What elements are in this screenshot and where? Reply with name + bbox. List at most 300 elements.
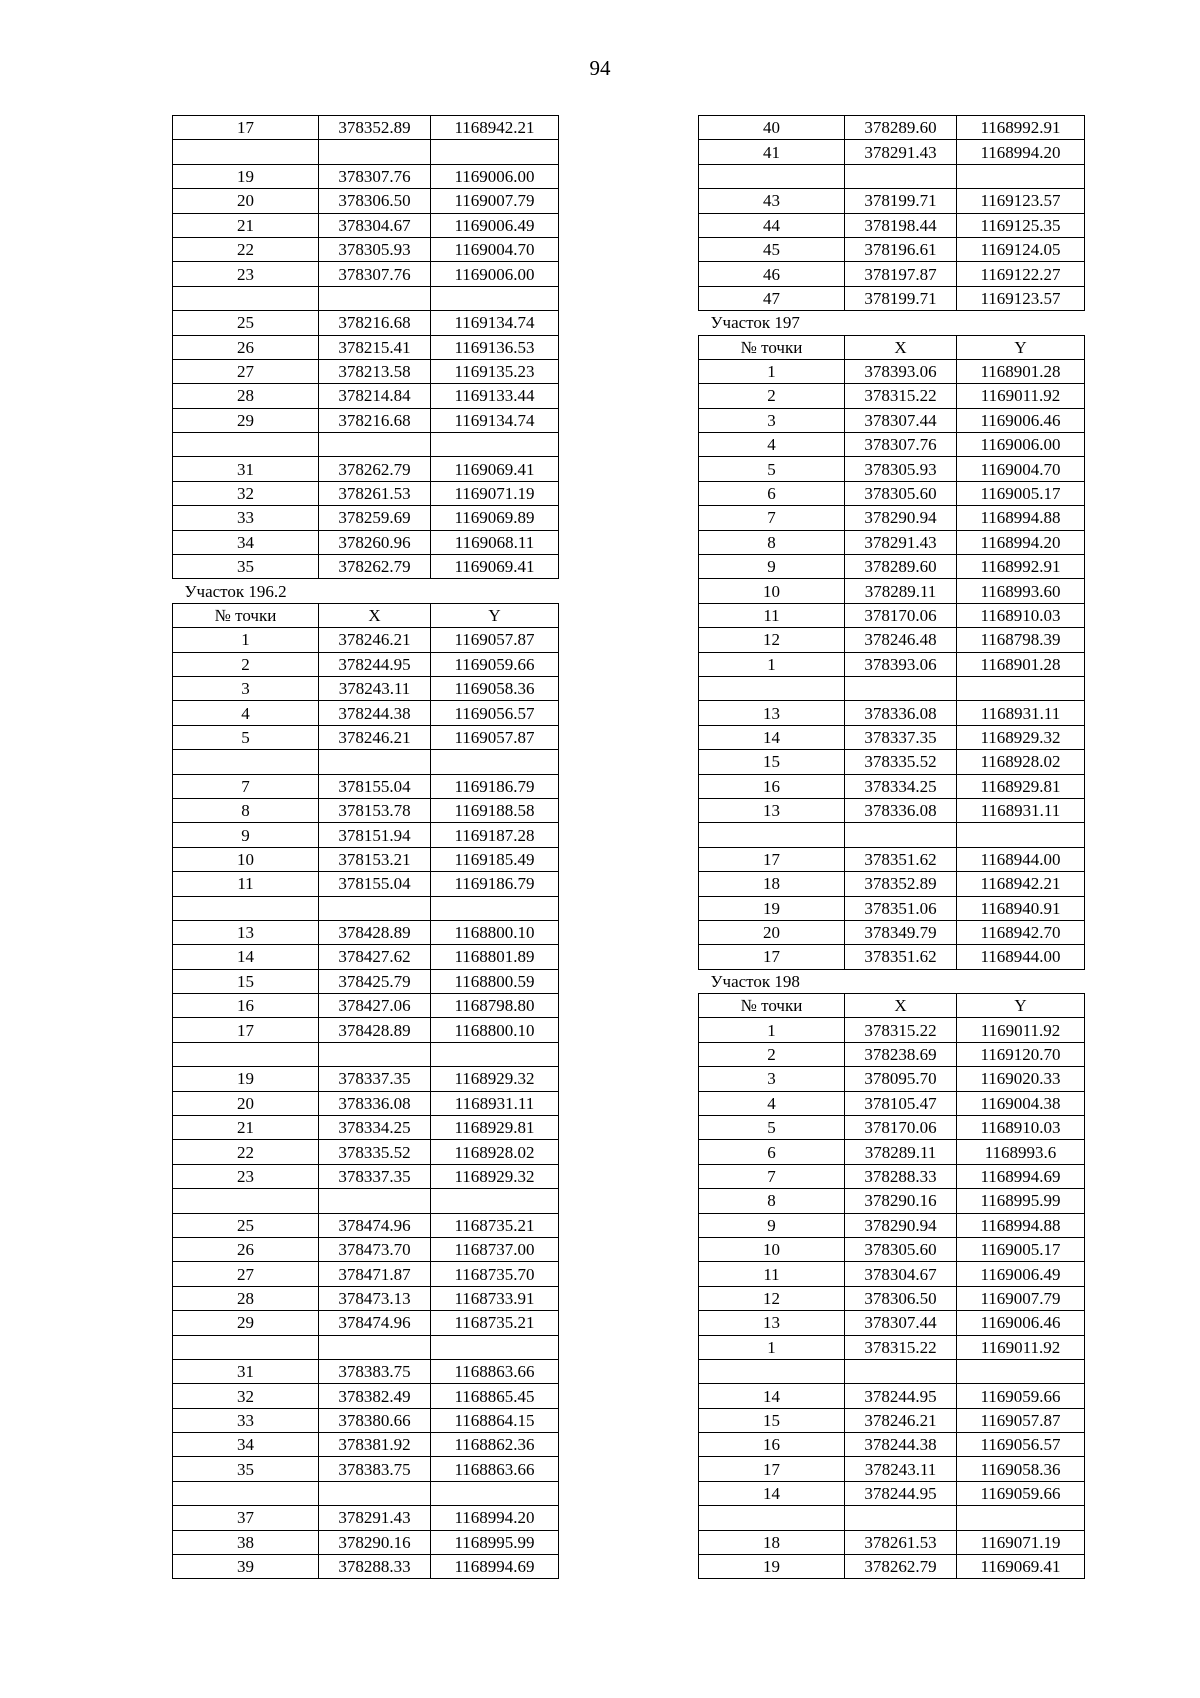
- point-number-cell: [699, 164, 845, 188]
- point-number-cell: [173, 750, 319, 774]
- table-row: [699, 1286, 1085, 1310]
- y-coordinate-cell: 1168863.66: [431, 1359, 559, 1383]
- y-coordinate-cell: 1168944.00: [957, 847, 1085, 871]
- point-number-cell: 9: [699, 1213, 845, 1237]
- y-coordinate-cell: [431, 1335, 559, 1359]
- x-coordinate-cell: 378216.68: [319, 408, 431, 432]
- point-number-cell: 12: [699, 628, 845, 652]
- table-row: [699, 579, 1085, 603]
- point-number-cell: 9: [173, 823, 319, 847]
- x-coordinate-cell: 378337.35: [319, 1164, 431, 1188]
- x-coordinate-cell: 378196.61: [845, 237, 957, 261]
- x-coordinate-cell: 378305.60: [845, 481, 957, 505]
- y-coordinate-cell: 1169004.70: [957, 457, 1085, 481]
- table-row: [699, 530, 1085, 554]
- table-row: [173, 189, 559, 213]
- table-row: [173, 1140, 559, 1164]
- point-number-cell: [699, 1359, 845, 1383]
- y-coordinate-cell: 1169059.66: [957, 1481, 1085, 1505]
- y-coordinate-cell: 1168863.66: [431, 1457, 559, 1481]
- y-coordinate-cell: 1169007.79: [957, 1286, 1085, 1310]
- plot-section-title: Участок 198: [710, 971, 800, 991]
- point-number-cell: 21: [173, 1116, 319, 1140]
- point-number-cell: 23: [173, 1164, 319, 1188]
- x-coordinate-cell: 378383.75: [319, 1457, 431, 1481]
- x-coordinate-cell: 378306.50: [319, 189, 431, 213]
- point-number-cell: 22: [173, 237, 319, 261]
- table-row: [699, 1530, 1085, 1554]
- table-row: [173, 262, 559, 286]
- x-coordinate-cell: 378349.79: [845, 920, 957, 944]
- table-row: [699, 1457, 1085, 1481]
- point-number-cell: 21: [173, 213, 319, 237]
- table-row: [699, 286, 1085, 310]
- x-coordinate-cell: [845, 1506, 957, 1530]
- y-coordinate-cell: 1168940.91: [957, 896, 1085, 920]
- table-row: [173, 164, 559, 188]
- table-row: [699, 1359, 1085, 1383]
- table-row: [699, 920, 1085, 944]
- y-coordinate-cell: [957, 823, 1085, 847]
- y-coordinate-cell: 1169058.36: [957, 1457, 1085, 1481]
- point-number-cell: 35: [173, 1457, 319, 1481]
- y-coordinate-cell: 1168995.99: [431, 1530, 559, 1554]
- table-row: [173, 994, 559, 1018]
- header-x: X: [845, 994, 957, 1018]
- table-row: [699, 1140, 1085, 1164]
- point-number-cell: 16: [699, 1433, 845, 1457]
- x-coordinate-cell: 378336.08: [845, 798, 957, 822]
- x-coordinate-cell: 378289.11: [845, 1140, 957, 1164]
- table-row: [699, 237, 1085, 261]
- point-number-cell: 2: [173, 652, 319, 676]
- point-number-cell: 33: [173, 506, 319, 530]
- point-number-cell: [173, 1189, 319, 1213]
- x-coordinate-cell: [845, 164, 957, 188]
- x-coordinate-cell: 378288.33: [319, 1555, 431, 1579]
- table-row: [173, 555, 559, 579]
- table-row: [699, 1116, 1085, 1140]
- x-coordinate-cell: 378380.66: [319, 1408, 431, 1432]
- table-row: [699, 189, 1085, 213]
- point-number-cell: 29: [173, 408, 319, 432]
- point-number-cell: 43: [699, 189, 845, 213]
- coordinates-table-left: [172, 115, 559, 1579]
- x-coordinate-cell: 378105.47: [845, 1091, 957, 1115]
- y-coordinate-cell: 1169006.46: [957, 1311, 1085, 1335]
- x-coordinate-cell: 378291.43: [845, 140, 957, 164]
- y-coordinate-cell: 1169004.70: [431, 237, 559, 261]
- point-number-cell: 19: [173, 1067, 319, 1091]
- table-row: [699, 725, 1085, 749]
- x-coordinate-cell: 378335.52: [319, 1140, 431, 1164]
- table-row: [173, 920, 559, 944]
- x-coordinate-cell: 378474.96: [319, 1311, 431, 1335]
- x-coordinate-cell: 378155.04: [319, 774, 431, 798]
- x-coordinate-cell: [319, 433, 431, 457]
- x-coordinate-cell: 378289.11: [845, 579, 957, 603]
- table-row: [699, 896, 1085, 920]
- x-coordinate-cell: 378351.62: [845, 847, 957, 871]
- x-coordinate-cell: 378261.53: [845, 1530, 957, 1554]
- table-row: [699, 213, 1085, 237]
- table-row: [173, 1457, 559, 1481]
- table-row: [173, 774, 559, 798]
- point-number-cell: 1: [699, 359, 845, 383]
- y-coordinate-cell: 1169058.36: [431, 676, 559, 700]
- table-row: [699, 1213, 1085, 1237]
- table-row: [173, 481, 559, 505]
- y-coordinate-cell: 1168931.11: [431, 1091, 559, 1115]
- x-coordinate-cell: 378305.93: [845, 457, 957, 481]
- x-coordinate-cell: [319, 286, 431, 310]
- x-coordinate-cell: 378428.89: [319, 920, 431, 944]
- y-coordinate-cell: [957, 1359, 1085, 1383]
- y-coordinate-cell: 1168865.45: [431, 1384, 559, 1408]
- point-number-cell: 26: [173, 335, 319, 359]
- x-coordinate-cell: 378215.41: [319, 335, 431, 359]
- table-row: [699, 847, 1085, 871]
- table-row: [173, 1116, 559, 1140]
- plot-section-title: Участок 197: [710, 313, 800, 333]
- y-coordinate-cell: 1169005.17: [957, 481, 1085, 505]
- x-coordinate-cell: 378304.67: [845, 1262, 957, 1286]
- point-number-cell: 14: [699, 725, 845, 749]
- x-coordinate-cell: 378262.79: [845, 1555, 957, 1579]
- table-row: [699, 701, 1085, 725]
- table-header-row: [699, 335, 1085, 359]
- table-row: [699, 1481, 1085, 1505]
- x-coordinate-cell: 378289.60: [845, 555, 957, 579]
- y-coordinate-cell: 1168942.21: [431, 116, 559, 140]
- x-coordinate-cell: 378381.92: [319, 1433, 431, 1457]
- point-number-cell: 1: [699, 1335, 845, 1359]
- table-row: [173, 945, 559, 969]
- x-coordinate-cell: 378170.06: [845, 1116, 957, 1140]
- plot-section-title: Участок 196.2: [184, 581, 287, 601]
- x-coordinate-cell: 378471.87: [319, 1262, 431, 1286]
- point-number-cell: 11: [173, 872, 319, 896]
- table-row: [173, 408, 559, 432]
- y-coordinate-cell: 1169006.46: [957, 408, 1085, 432]
- y-coordinate-cell: 1168994.20: [431, 1506, 559, 1530]
- x-coordinate-cell: 378382.49: [319, 1384, 431, 1408]
- table-row: [699, 798, 1085, 822]
- x-coordinate-cell: 378244.95: [845, 1384, 957, 1408]
- table-row: [173, 1408, 559, 1432]
- point-number-cell: 13: [699, 1311, 845, 1335]
- point-number-cell: 7: [699, 506, 845, 530]
- y-coordinate-cell: 1169120.70: [957, 1042, 1085, 1066]
- point-number-cell: 26: [173, 1237, 319, 1261]
- y-coordinate-cell: 1168864.15: [431, 1408, 559, 1432]
- y-coordinate-cell: 1168994.20: [957, 530, 1085, 554]
- point-number-cell: 22: [173, 1140, 319, 1164]
- y-coordinate-cell: 1168993.60: [957, 579, 1085, 603]
- point-number-cell: 32: [173, 481, 319, 505]
- x-coordinate-cell: 378306.50: [845, 1286, 957, 1310]
- x-coordinate-cell: 378170.06: [845, 603, 957, 627]
- y-coordinate-cell: 1169059.66: [957, 1384, 1085, 1408]
- table-row: [699, 1408, 1085, 1432]
- x-coordinate-cell: 378335.52: [845, 750, 957, 774]
- x-coordinate-cell: 378243.11: [319, 676, 431, 700]
- x-coordinate-cell: 378307.44: [845, 1311, 957, 1335]
- y-coordinate-cell: 1168994.69: [957, 1164, 1085, 1188]
- y-coordinate-cell: [431, 750, 559, 774]
- y-coordinate-cell: 1168992.91: [957, 116, 1085, 140]
- y-coordinate-cell: 1168928.02: [431, 1140, 559, 1164]
- table-row: [173, 628, 559, 652]
- table-row: [173, 1286, 559, 1310]
- x-coordinate-cell: 378393.06: [845, 652, 957, 676]
- y-coordinate-cell: 1168993.6: [957, 1140, 1085, 1164]
- table-row: [699, 1335, 1085, 1359]
- x-coordinate-cell: 378427.06: [319, 994, 431, 1018]
- x-coordinate-cell: 378246.21: [319, 628, 431, 652]
- table-header-row: [699, 994, 1085, 1018]
- x-coordinate-cell: 378290.94: [845, 1213, 957, 1237]
- point-number-cell: 4: [699, 433, 845, 457]
- point-number-cell: 17: [173, 116, 319, 140]
- y-coordinate-cell: 1168942.21: [957, 872, 1085, 896]
- y-coordinate-cell: 1168910.03: [957, 603, 1085, 627]
- table-row: [173, 1042, 559, 1066]
- y-coordinate-cell: 1168994.20: [957, 140, 1085, 164]
- y-coordinate-cell: [957, 676, 1085, 700]
- y-coordinate-cell: 1168994.88: [957, 506, 1085, 530]
- table-row: [173, 1262, 559, 1286]
- x-coordinate-cell: 378214.84: [319, 384, 431, 408]
- x-coordinate-cell: 378352.89: [845, 872, 957, 896]
- left-coordinates-column: [172, 115, 559, 1579]
- y-coordinate-cell: 1168995.99: [957, 1189, 1085, 1213]
- point-number-cell: 16: [699, 774, 845, 798]
- y-coordinate-cell: 1168800.10: [431, 920, 559, 944]
- y-coordinate-cell: 1168928.02: [957, 750, 1085, 774]
- point-number-cell: [173, 433, 319, 457]
- point-number-cell: 41: [699, 140, 845, 164]
- x-coordinate-cell: 378246.21: [319, 725, 431, 749]
- x-coordinate-cell: 378307.76: [319, 262, 431, 286]
- point-number-cell: 23: [173, 262, 319, 286]
- table-row: [173, 1018, 559, 1042]
- y-coordinate-cell: [957, 1506, 1085, 1530]
- y-coordinate-cell: 1169186.79: [431, 872, 559, 896]
- x-coordinate-cell: 378262.79: [319, 457, 431, 481]
- table-row: [173, 1506, 559, 1530]
- x-coordinate-cell: [845, 676, 957, 700]
- table-row: [699, 823, 1085, 847]
- y-coordinate-cell: 1169069.41: [431, 555, 559, 579]
- x-coordinate-cell: 378351.62: [845, 945, 957, 969]
- x-coordinate-cell: 378315.22: [845, 1335, 957, 1359]
- table-row: [173, 1213, 559, 1237]
- table-row: [173, 359, 559, 383]
- y-coordinate-cell: 1168929.81: [957, 774, 1085, 798]
- point-number-cell: 5: [699, 457, 845, 481]
- y-coordinate-cell: 1169186.79: [431, 774, 559, 798]
- y-coordinate-cell: 1168901.28: [957, 652, 1085, 676]
- coordinates-table-right: [698, 115, 1085, 1579]
- table-row: [699, 774, 1085, 798]
- section-blank-cell: [431, 579, 559, 603]
- point-number-cell: 19: [699, 896, 845, 920]
- point-number-cell: 2: [699, 384, 845, 408]
- point-number-cell: 39: [173, 1555, 319, 1579]
- table-row: [173, 335, 559, 359]
- y-coordinate-cell: 1168798.80: [431, 994, 559, 1018]
- point-number-cell: 44: [699, 213, 845, 237]
- table-row: [173, 676, 559, 700]
- point-number-cell: 47: [699, 286, 845, 310]
- plot-section-row: [699, 969, 1085, 993]
- x-coordinate-cell: 378425.79: [319, 969, 431, 993]
- point-number-cell: 28: [173, 384, 319, 408]
- point-number-cell: 20: [173, 1091, 319, 1115]
- point-number-cell: 11: [699, 1262, 845, 1286]
- y-coordinate-cell: 1168994.69: [431, 1555, 559, 1579]
- x-coordinate-cell: 378095.70: [845, 1067, 957, 1091]
- x-coordinate-cell: 378315.22: [845, 1018, 957, 1042]
- point-number-cell: 20: [173, 189, 319, 213]
- table-row: [699, 1067, 1085, 1091]
- point-number-cell: 6: [699, 481, 845, 505]
- point-number-cell: [173, 286, 319, 310]
- x-coordinate-cell: 378246.48: [845, 628, 957, 652]
- y-coordinate-cell: 1169007.79: [431, 189, 559, 213]
- y-coordinate-cell: 1169006.00: [431, 262, 559, 286]
- point-number-cell: 8: [699, 530, 845, 554]
- point-number-cell: 27: [173, 1262, 319, 1286]
- y-coordinate-cell: [431, 433, 559, 457]
- point-number-cell: 11: [699, 603, 845, 627]
- point-number-cell: 45: [699, 237, 845, 261]
- header-x: X: [319, 603, 431, 627]
- table-row: [699, 603, 1085, 627]
- x-coordinate-cell: 378155.04: [319, 872, 431, 896]
- point-number-cell: 18: [699, 872, 845, 896]
- point-number-cell: 13: [699, 798, 845, 822]
- point-number-cell: 1: [699, 1018, 845, 1042]
- table-row: [699, 384, 1085, 408]
- table-row: [173, 725, 559, 749]
- x-coordinate-cell: 378352.89: [319, 116, 431, 140]
- x-coordinate-cell: 378393.06: [845, 359, 957, 383]
- right-coordinates-column: [698, 115, 1085, 1579]
- y-coordinate-cell: 1169006.00: [431, 164, 559, 188]
- y-coordinate-cell: 1169069.89: [431, 506, 559, 530]
- header-point-number: № точки: [699, 335, 845, 359]
- x-coordinate-cell: [319, 896, 431, 920]
- y-coordinate-cell: 1168735.21: [431, 1311, 559, 1335]
- table-row: [173, 116, 559, 140]
- table-row: [173, 311, 559, 335]
- point-number-cell: 38: [173, 1530, 319, 1554]
- section-blank-cell: [957, 311, 1085, 335]
- point-number-cell: [173, 140, 319, 164]
- point-number-cell: 10: [699, 579, 845, 603]
- y-coordinate-cell: 1168944.00: [957, 945, 1085, 969]
- point-number-cell: 9: [699, 555, 845, 579]
- y-coordinate-cell: 1168801.89: [431, 945, 559, 969]
- table-row: [699, 262, 1085, 286]
- point-number-cell: 17: [173, 1018, 319, 1042]
- x-coordinate-cell: 378244.38: [845, 1433, 957, 1457]
- point-number-cell: 35: [173, 555, 319, 579]
- point-number-cell: 1: [699, 652, 845, 676]
- point-number-cell: 25: [173, 1213, 319, 1237]
- table-row: [699, 628, 1085, 652]
- table-row: [699, 1311, 1085, 1335]
- point-number-cell: 46: [699, 262, 845, 286]
- x-coordinate-cell: [319, 1481, 431, 1505]
- point-number-cell: 37: [173, 1506, 319, 1530]
- y-coordinate-cell: 1168931.11: [957, 701, 1085, 725]
- point-number-cell: 8: [699, 1189, 845, 1213]
- x-coordinate-cell: 378473.70: [319, 1237, 431, 1261]
- point-number-cell: 29: [173, 1311, 319, 1335]
- x-coordinate-cell: 378259.69: [319, 506, 431, 530]
- table-row: [699, 1506, 1085, 1530]
- point-number-cell: [173, 1042, 319, 1066]
- y-coordinate-cell: 1168929.32: [431, 1067, 559, 1091]
- x-coordinate-cell: 378305.60: [845, 1237, 957, 1261]
- y-coordinate-cell: [431, 896, 559, 920]
- y-coordinate-cell: 1168910.03: [957, 1116, 1085, 1140]
- x-coordinate-cell: 378304.67: [319, 213, 431, 237]
- table-row: [173, 1067, 559, 1091]
- x-coordinate-cell: 378291.43: [319, 1506, 431, 1530]
- point-number-cell: 33: [173, 1408, 319, 1432]
- y-coordinate-cell: 1168929.81: [431, 1116, 559, 1140]
- table-row: [699, 506, 1085, 530]
- point-number-cell: 19: [699, 1555, 845, 1579]
- point-number-cell: 17: [699, 1457, 845, 1481]
- x-coordinate-cell: 378260.96: [319, 530, 431, 554]
- y-coordinate-cell: 1169135.23: [431, 359, 559, 383]
- y-coordinate-cell: [431, 1481, 559, 1505]
- y-coordinate-cell: 1169011.92: [957, 1335, 1085, 1359]
- x-coordinate-cell: 378305.93: [319, 237, 431, 261]
- y-coordinate-cell: 1169006.49: [431, 213, 559, 237]
- point-number-cell: 14: [699, 1384, 845, 1408]
- x-coordinate-cell: 378291.43: [845, 530, 957, 554]
- y-coordinate-cell: 1168800.10: [431, 1018, 559, 1042]
- x-coordinate-cell: 378198.44: [845, 213, 957, 237]
- x-coordinate-cell: 378216.68: [319, 311, 431, 335]
- table-row: [173, 1164, 559, 1188]
- y-coordinate-cell: 1169134.74: [431, 311, 559, 335]
- table-row: [699, 481, 1085, 505]
- table-row: [173, 1335, 559, 1359]
- y-coordinate-cell: 1168901.28: [957, 359, 1085, 383]
- point-number-cell: 13: [699, 701, 845, 725]
- table-row: [699, 750, 1085, 774]
- y-coordinate-cell: 1168994.88: [957, 1213, 1085, 1237]
- x-coordinate-cell: 378288.33: [845, 1164, 957, 1188]
- y-coordinate-cell: 1169057.87: [957, 1408, 1085, 1432]
- y-coordinate-cell: 1169071.19: [957, 1530, 1085, 1554]
- x-coordinate-cell: 378238.69: [845, 1042, 957, 1066]
- y-coordinate-cell: [957, 164, 1085, 188]
- x-coordinate-cell: 378151.94: [319, 823, 431, 847]
- x-coordinate-cell: 378307.76: [319, 164, 431, 188]
- x-coordinate-cell: 378307.44: [845, 408, 957, 432]
- table-row: [699, 1091, 1085, 1115]
- point-number-cell: 32: [173, 1384, 319, 1408]
- y-coordinate-cell: [431, 1189, 559, 1213]
